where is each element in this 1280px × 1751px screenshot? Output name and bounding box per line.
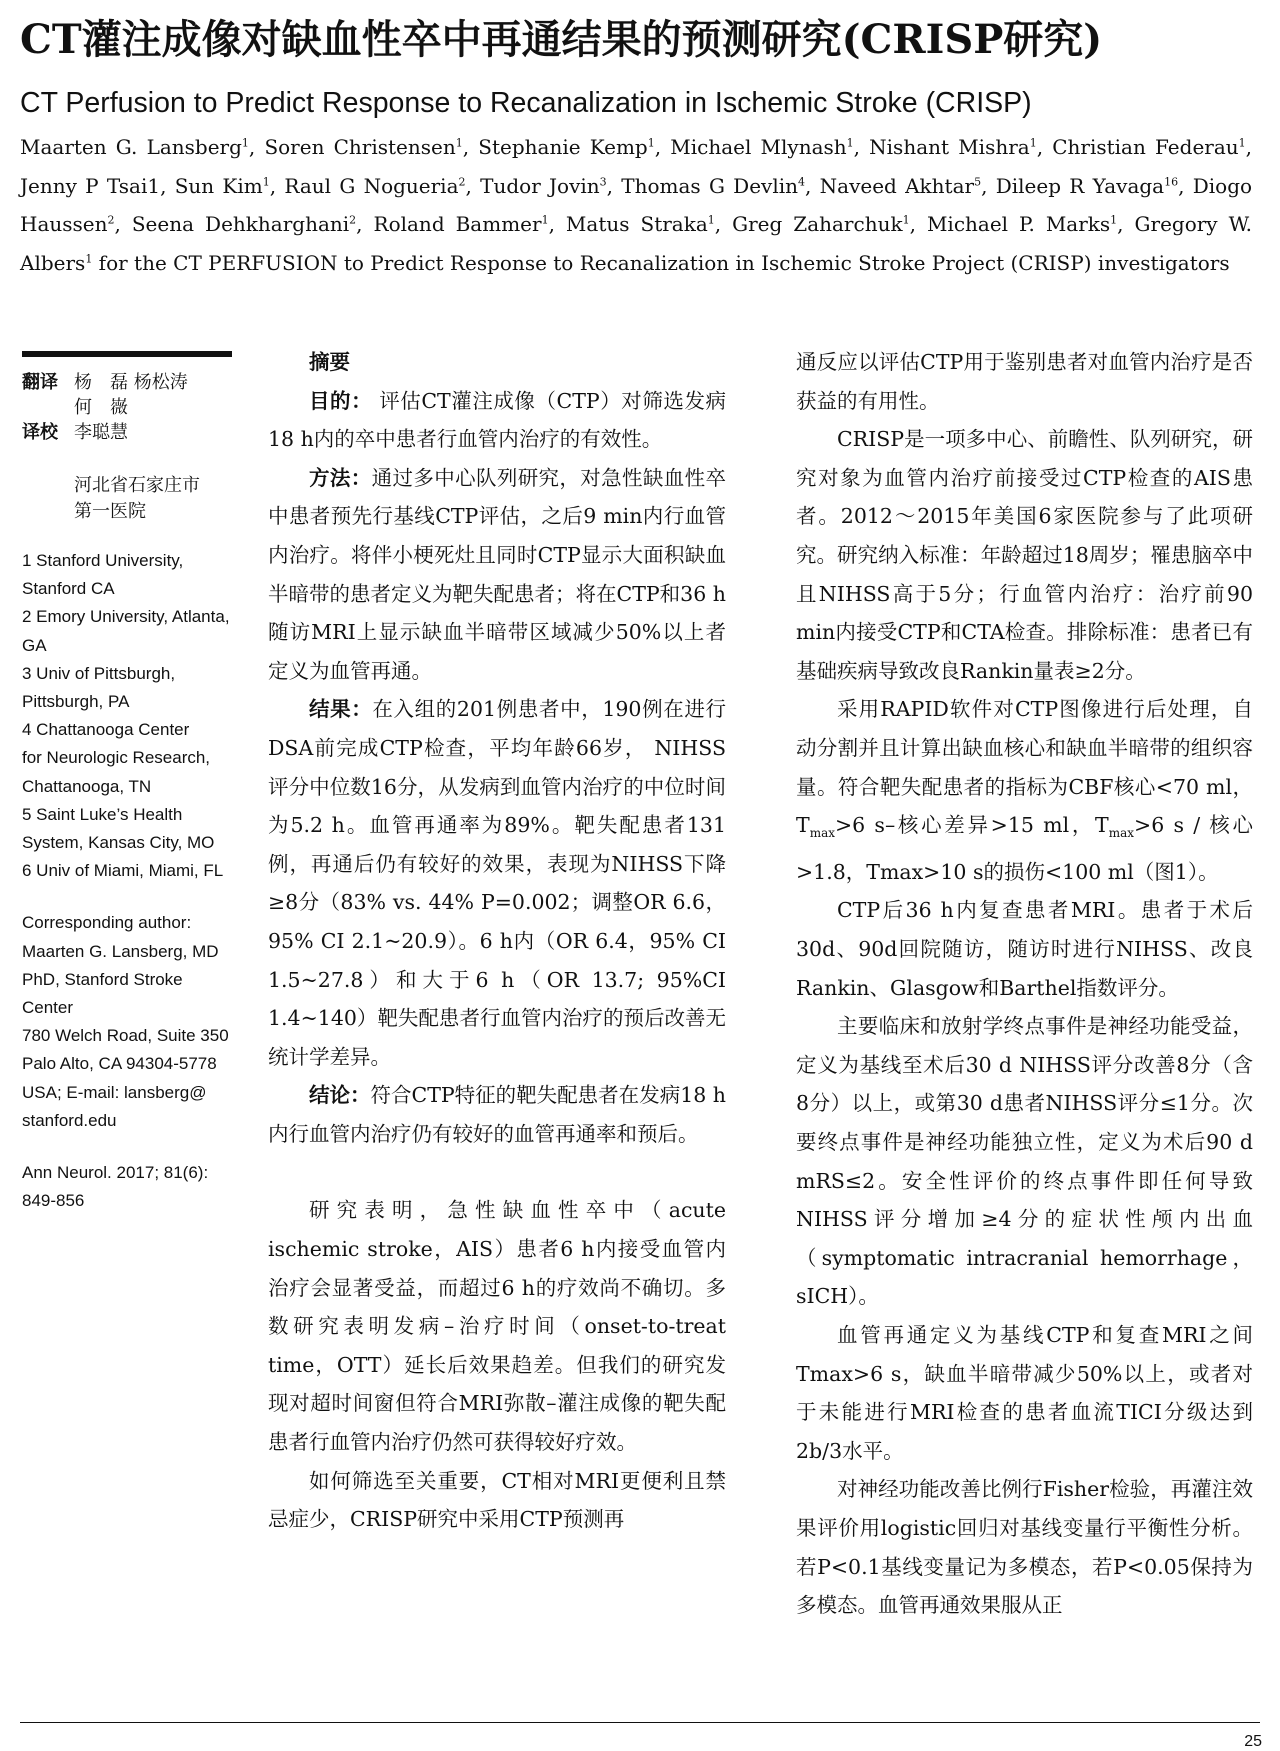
affiliations — [22, 547, 237, 885]
affiliation-line: GA — [22, 635, 47, 655]
results-text: 在入组的201例患者中，190例在进行DSA前完成CTP检查，平均年龄66岁， NIHSS评分中位数16分，从发病到血管内治疗的中位时间为5.2 h。血管再通率为89%。靶失配患者131例，再通后仍有较好的效果，表现为NIHSS下降≥8分（83% vs. 44% P=0.002；调整OR 6.6，95% CI 2.1~20.9）。6 h内（OR 6.4，95% CI 1.5~27.8）和大于6 h（OR 13.7; 95%CI 1.4~140）靶失配患者行血管内治疗的预后改善无统计学差异。 — [268, 697, 727, 1069]
corresponding-line: Corresponding author: — [22, 913, 192, 933]
corresponding-line: stanford.edu — [22, 1110, 117, 1130]
author-name: Diogo Haussen — [20, 173, 1253, 236]
author-name: Greg Zaharchuk — [732, 212, 903, 236]
author-name: Raul G Nogueria — [284, 173, 459, 198]
author-name: Tudor Jovin — [480, 173, 600, 198]
title-chinese: CT灌注成像对缺血性卒中再通结果的预测研究(CRISP研究) — [20, 16, 1103, 63]
abstract-objective — [268, 382, 726, 459]
abstract-results — [268, 690, 726, 1076]
author-name: Jenny P Tsai1 — [20, 173, 161, 198]
corresponding-line: Palo Alto, CA 94304-5778 — [22, 1054, 217, 1074]
methods-label: 方法： — [309, 465, 372, 490]
translator-names-1: 杨 磊 杨松涛 — [74, 372, 188, 393]
affiliation-line: 3 Univ of Pittsburgh, — [22, 663, 176, 683]
author-affiliation-mark: 3 — [599, 174, 607, 188]
affiliation-line: System, Kansas City, MO — [22, 833, 215, 853]
author-affiliation-mark: 4 — [798, 174, 806, 188]
author-list: Maarten G. Lansberg$^1$, Soren Christensen$^1$, Stephanie Kemp$^1$, Michael Mlynash$^1$, Nishant Mishra$^1$, Christian Federau$^1$, Jenny P Tsai1, Sun Kim$^1$, Raul G Nogueria$^2$, Tudor Jovin$^3$, Thomas G Devlin$^4$, Naveed Akhtar$^5$, Dileep R Yavaga$^{16}$, Diogo Haussen$^2$, Seena Dehkharghani$^2$, Roland Bammer$^1$, Matus Straka$^1$, Greg Zaharchuk$^1$, Michael P. Marks$^1$, Gregory W. Albers$^1$ for the CT PERFUSION to Predict Response to Recanalization in Ischemic Stroke Project (CRISP) investigators — [20, 135, 1253, 275]
author-affiliation-mark: 1 — [541, 213, 549, 227]
corresponding-line: PhD, Stanford Stroke Center — [22, 969, 183, 1018]
translator-names-2: 何 嶶 — [74, 397, 128, 418]
author-affiliation-mark: 1 — [1110, 213, 1118, 227]
footer-rule — [20, 1722, 1260, 1723]
author-affiliation-mark: 1 — [846, 136, 854, 150]
criteria-text-c: >6 s / 核心>1.8，Tmax>10 s的损伤<100 ml（图1）。 — [796, 813, 1254, 884]
author-affiliation-mark: 1 — [85, 251, 93, 265]
abstract-methods — [268, 459, 726, 691]
author-name: Nishant Mishra — [869, 135, 1030, 159]
column-right — [796, 343, 1253, 1625]
conclusion-label: 结论： — [309, 1083, 371, 1108]
body-paragraph: 对神经功能改善比例行Fisher检验，再灌注效果评价用logistic回归对基线变量行平衡性分析。若P<0.1基线变量记为多模态，若P<0.05保持为多模态。血管再通效果服从正 — [796, 1477, 1253, 1618]
body-paragraph: CRISP是一项多中心、前瞻性、队列研究，研究对象为血管内治疗前接受过CTP检查的AIS患者。2012～2015年美国6家医院参与了此项研究。研究纳入标准：年龄超过18周岁；罹患脑卒中且NIHSS高于5分；行血管内治疗：治疗前90 min内接受CTP和CTA检查。排除标准：患者已有基础疾病导致改良Rankin量表≥2分。 — [796, 427, 1253, 683]
hospital-line-2: 第一医院 — [74, 501, 146, 522]
affiliation-line: for Neurologic Research, — [22, 748, 211, 768]
abstract-conclusion — [268, 1076, 726, 1153]
author-list-tail: for the CT PERFUSION to Predict Response to Recanalization in Ischemic Stroke Project (CRISP) investigators — [98, 250, 1230, 275]
affiliation-line: 6 Univ of Miami, Miami, FL — [22, 861, 224, 881]
title-english: CT Perfusion to Predict Response to Recanalization in Ischemic Stroke (CRISP) — [20, 87, 1032, 119]
sidebar-rule — [22, 351, 232, 357]
author-name: Michael Mlynash — [670, 135, 847, 159]
author-name: Gregory W. Albers — [20, 212, 1253, 275]
objective-label: 目的： — [309, 388, 373, 413]
author-affiliation-mark: 2 — [349, 213, 357, 227]
section-gap — [268, 1153, 726, 1191]
affiliation-line: 1 Stanford University, — [22, 551, 184, 570]
column-middle — [268, 343, 726, 1539]
hospital-line-1: 河北省石家庄市 — [74, 475, 200, 496]
criteria-text-a: 采用RAPID软件对CTP图像进行后处理，自动分割并且计算出缺血核心和缺血半暗带的组织容量。符合靶失配患者的指标为CBF核心<70 ml，T — [796, 697, 1253, 838]
author-affiliation-mark: 1 — [262, 174, 270, 188]
author-name: Michael P. Marks — [926, 212, 1111, 236]
author-affiliation-mark: 2 — [107, 213, 115, 227]
criteria-text-b: >6 s–核心差异>15 ml，T — [835, 813, 1109, 838]
objective-text: 评估CT灌注成像（CTP）对筛选发病18 h内的卒中患者行血管内治疗的有效性。 — [268, 388, 727, 452]
tmax-subscript: max — [1108, 826, 1135, 841]
corresponding-author — [22, 909, 237, 1135]
author-affiliation-mark: 1 — [902, 213, 910, 227]
author-name: Seena Dehkharghani — [131, 212, 350, 236]
author-affiliation-mark: 2 — [458, 174, 466, 188]
translator-label: 翻译 — [22, 372, 58, 393]
author-affiliation-mark: 1 — [1238, 136, 1246, 150]
citation — [22, 1159, 237, 1215]
author-affiliation-mark: 1 — [241, 136, 249, 150]
reviewer-name: 李聪慧 — [74, 422, 128, 443]
translator-row — [22, 370, 237, 420]
body-paragraph: CTP后36 h内复查患者MRI。患者于术后30d、90d回院随访，随访时进行NIHSS、改良Rankin、Glasgow和Barthel指数评分。 — [796, 898, 1253, 1000]
body-paragraph: 主要临床和放射学终点事件是神经功能受益，定义为基线至术后30 d NIHSS评分改善8分（含8分）以上，或第30 d患者NIHSS评分≤1分。次要终点事件是神经功能独立性，定义为术后90 d mRS≤2。安全性评价的终点事件即任何导致NIHSS评分增加≥4分的症状性颅内出血（symptomatic intracranial hemorrhage，sICH）。 — [796, 1014, 1253, 1309]
corresponding-line: Maarten G. Lansberg, MD — [22, 941, 219, 961]
author-name: Maarten G. Lansberg — [20, 135, 242, 159]
author-affiliation-mark: 1 — [455, 136, 463, 150]
sidebar — [22, 370, 237, 1215]
affiliation-line: Pittsburgh, PA — [22, 692, 130, 712]
author-affiliation-mark: 5 — [974, 174, 982, 188]
author-name: Roland Bammer — [373, 212, 542, 236]
author-name: Sun Kim — [174, 173, 263, 198]
author-affiliation-mark: 1 — [647, 136, 655, 150]
affiliation-line: 4 Chattanooga Center — [22, 720, 190, 740]
citation-line: Ann Neurol. 2017; 81(6): — [22, 1163, 209, 1183]
body-paragraph-criteria — [796, 690, 1253, 891]
author-name: Stephanie Kemp — [478, 135, 648, 159]
author-name: Thomas G Devlin — [621, 173, 799, 198]
page-number: 25 — [1244, 1733, 1262, 1750]
methods-text: 通过多中心队列研究，对急性缺血性卒中患者预先行基线CTP评估，之后9 min内行血管内治疗。将伴小梗死灶且同时CTP显示大面积缺血半暗带的患者定义为靶失配患者；将在CTP和36 h随访MRI上显示缺血半暗带区域减少50%以上者定义为血管再通。 — [268, 465, 727, 683]
affiliation-line: 2 Emory University, Atlanta, — [22, 607, 230, 627]
results-label: 结果： — [309, 697, 373, 722]
corresponding-line: USA; E-mail: lansberg@ — [22, 1082, 207, 1102]
abstract-heading: 摘要 — [309, 350, 350, 374]
corresponding-line: 780 Welch Road, Suite 350 — [22, 1026, 229, 1046]
reviewer-label: 译校 — [22, 422, 58, 443]
author-name: Christian Federau — [1052, 135, 1239, 159]
body-paragraph: 通反应以评估CTP用于鉴别患者对血管内治疗是否获益的有用性。 — [796, 350, 1253, 413]
author-affiliation-mark: 16 — [1164, 174, 1179, 188]
conclusion-text: 符合CTP特征的靶失配患者在发病18 h内行血管内治疗仍有较好的血管再通率和预后。 — [268, 1083, 726, 1146]
affiliation-line: Stanford CA — [22, 579, 115, 599]
author-name: Matus Straka — [565, 212, 708, 236]
tmax-subscript: max — [809, 826, 835, 841]
reviewer-row — [22, 420, 237, 445]
citation-line: 849-856 — [22, 1191, 85, 1211]
author-name: Dileep R Yavaga — [995, 173, 1165, 198]
author-name: Soren Christensen — [264, 135, 456, 159]
hospital — [74, 473, 237, 525]
affiliation-line: 5 Saint Luke’s Health — [22, 804, 183, 824]
body-paragraph: 研究表明，急性缺血性卒中（acute ischemic stroke，AIS）患者6 h内接受血管内治疗会显著受益，而超过6 h的疗效尚不确切。多数研究表明发病–治疗时间（onset-to-treat time，OTT）延长后效果趋差。但我们的研究发现对超时间窗但符合MRI弥散–灌注成像的靶失配患者行血管内治疗仍然可获得较好疗效。 — [268, 1198, 726, 1455]
affiliation-line: Chattanooga, TN — [22, 776, 152, 796]
author-name: Naveed Akhtar — [819, 173, 975, 198]
body-paragraph: 血管再通定义为基线CTP和复查MRI之间Tmax>6 s，缺血半暗带减少50%以上，或者对于未能进行MRI检查的患者血流TICI分级达到2b/3水平。 — [796, 1322, 1253, 1463]
author-affiliation-mark: 1 — [707, 213, 715, 227]
author-affiliation-mark: 1 — [1029, 136, 1037, 150]
body-paragraph: 如何筛选至关重要，CT相对MRI更便利且禁忌症少，CRISP研究中采用CTP预测再 — [268, 1468, 726, 1532]
